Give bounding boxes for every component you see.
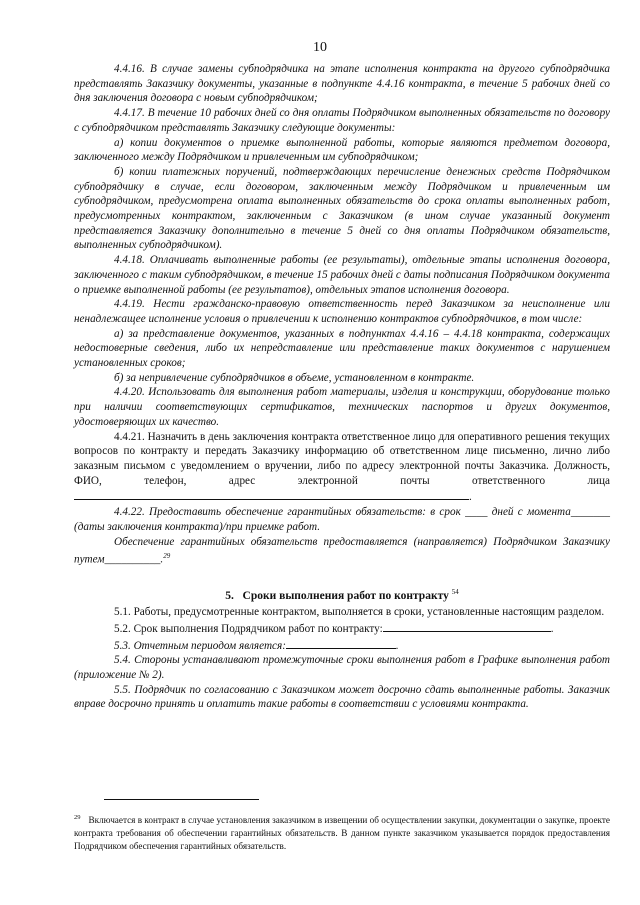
clause-4-4-17: 4.4.17. В течение 10 рабочих дней со дня оплаты Подрядчиком выполненных обязательств по договору с субподрядчиком представлять Заказчику следующие документы: [74,107,610,134]
clause-5-5: 5.5. Подрядчик по согласованию с Заказчиком может досрочно сдать выполненные работы. Заказчик вправе досрочно принять и оплатить такие работы в соответствии с условиями контракта. [74,683,610,711]
clause-4-4-17-b: б) копии платежных поручений, подтверждающих перечисление денежных средств Подрядчиком субподрядчику в случае, если договором, заключенным между Подрядчиком и привлеченным им субподрядчиком, предусмотрена оплата выполненных обязательств до срока оплаты выполненных работ, предусмотренных контрактом, заключенным с Заказчиком (в ином случае указанный документ представляется Заказчику дополнительно в течение 5 дней со дня оплаты Подрядчиком обязательств, выполненных субподрядчиком). [74,165,610,252]
clause-4-4-22: 4.4.22. Предоставить обеспечение гарантийных обязательств: в срок ____ дней с момента_______ (даты заключения контракта)/при приемке работ. [74,506,610,533]
deadline-blank [383,620,551,632]
clause-4-4-16: 4.4.16. В случае замены субподрядчика на этапе исполнения контракта на другого субподрядчика представлять Заказчику документы, указанные в подпункте 4.4.16 контракта, в течение 5 рабочих дней со дня заключения договора с новым субподрядчиком; [74,63,610,105]
clause-4-4-17-a: а) копии документов о приемке выполненной работы, которые являются предметом договора, заключенного между Подрядчиком и привлеченным им субподрядчиком; [74,136,610,164]
footnote-29 [74,811,610,853]
responsible-person-blank [74,488,469,500]
document-body [74,62,610,712]
clause-4-4-19-a: а) за представление документов, указанных в подпунктах 4.4.16 – 4.4.18 контракта, содержащих недостоверные сведения, либо их непредставление или представление таких документов с нарушением установленных сроков; [74,327,610,370]
clause-5-1: 5.1. Работы, предусмотренные контрактом, выполняется в сроки, установленные настоящим разделом. [114,606,605,619]
clause-4-4-21-text: 4.4.21. Назначить в день заключения контракта ответственное лицо для оперативного решения текущих вопросов по контракту и передать Заказчику информацию об ответственном лице письменно, лично либо заказным письмом с уведомлением о вручении, либо по адресу электронной почты Заказчика. Должность, ФИО, телефон, адрес электронной почты ответственного лица [74,430,610,487]
clause-4-4-21: 4.4.21. Назначить в день заключения контракта ответственное лицо для оперативного решения текущих вопросов по контракту и передать Заказчику информацию об ответственном лице письменно, лично либо заказным письмом с уведомлением о вручении, либо по адресу электронной почты Заказчика. Должность, ФИО, телефон, адрес электронной почты ответственного лица. [74,430,610,504]
clause-5-2-text: 5.2. Срок выполнения Подрядчиком работ по контракту: [114,622,383,635]
footnote-number: 29 [74,814,81,821]
clause-4-4-19-b: б) за непривлечение субподрядчиков в объеме, установленном в контракте. [114,371,475,384]
footnote-text: Включается в контракт в случае установления заказчиком в извещении об осуществлении закупки, документации о закупке, проекте контракта требования об обеспечении гарантийных обязательств. В данном пункте заказчиком указывается порядок предоставления Подрядчиком обеспечения гарантийных обязательств. [74,815,610,852]
clause-5-2: 5.2. Срок выполнения Подрядчиком работ по контракту: . [74,620,610,637]
section-number: 5. [225,589,234,602]
clause-5-4: 5.4. Стороны устанавливают промежуточные сроки выполнения работ в Графике выполнения работ (приложение № 2). [74,654,610,681]
section-title: Сроки выполнения работ по контракту [242,589,449,602]
clause-4-4-22-guarantee-text: Обеспечение гарантийных обязательств предоставляется (направляется) Подрядчиком Заказчику путем__________. [74,535,610,566]
page-number: 10 [313,40,327,55]
clause-4-4-18: 4.4.18. Оплачивать выполненные работы (ее результаты), отдельные этапы исполнения договора, заключенного с таким субподрядчиком, в течение 15 рабочих дней с даты подписания Подрядчиком документа о приемке выполненной работы (ее результатов), отдельных этапов исполнения договора. [74,254,610,296]
clause-4-4-19: 4.4.19. Нести гражданско-правовую ответственность перед Заказчиком за неисполнение или ненадлежащее исполнение условия о привлечении к исполнению контрактов субподрядчиков, в том числе: [74,298,610,325]
clause-5-3: 5.3. Отчетным периодом является: . [74,637,610,654]
section-5-heading [74,585,610,604]
footnote-ref-54: 54 [451,587,459,596]
clause-4-4-22-guarantee [74,535,610,568]
reporting-period-blank [286,637,396,649]
footnote-divider [104,799,259,800]
clause-5-3-text: 5.3. Отчетным периодом является: [114,639,286,652]
clause-4-4-20: 4.4.20. Использовать для выполнения работ материалы, изделия и конструкции, оборудование только при наличии соответствующих сертификатов, технических паспортов и других документов, удостоверяющих их качество. [74,386,610,428]
footnote-ref-29: 29 [163,552,171,561]
